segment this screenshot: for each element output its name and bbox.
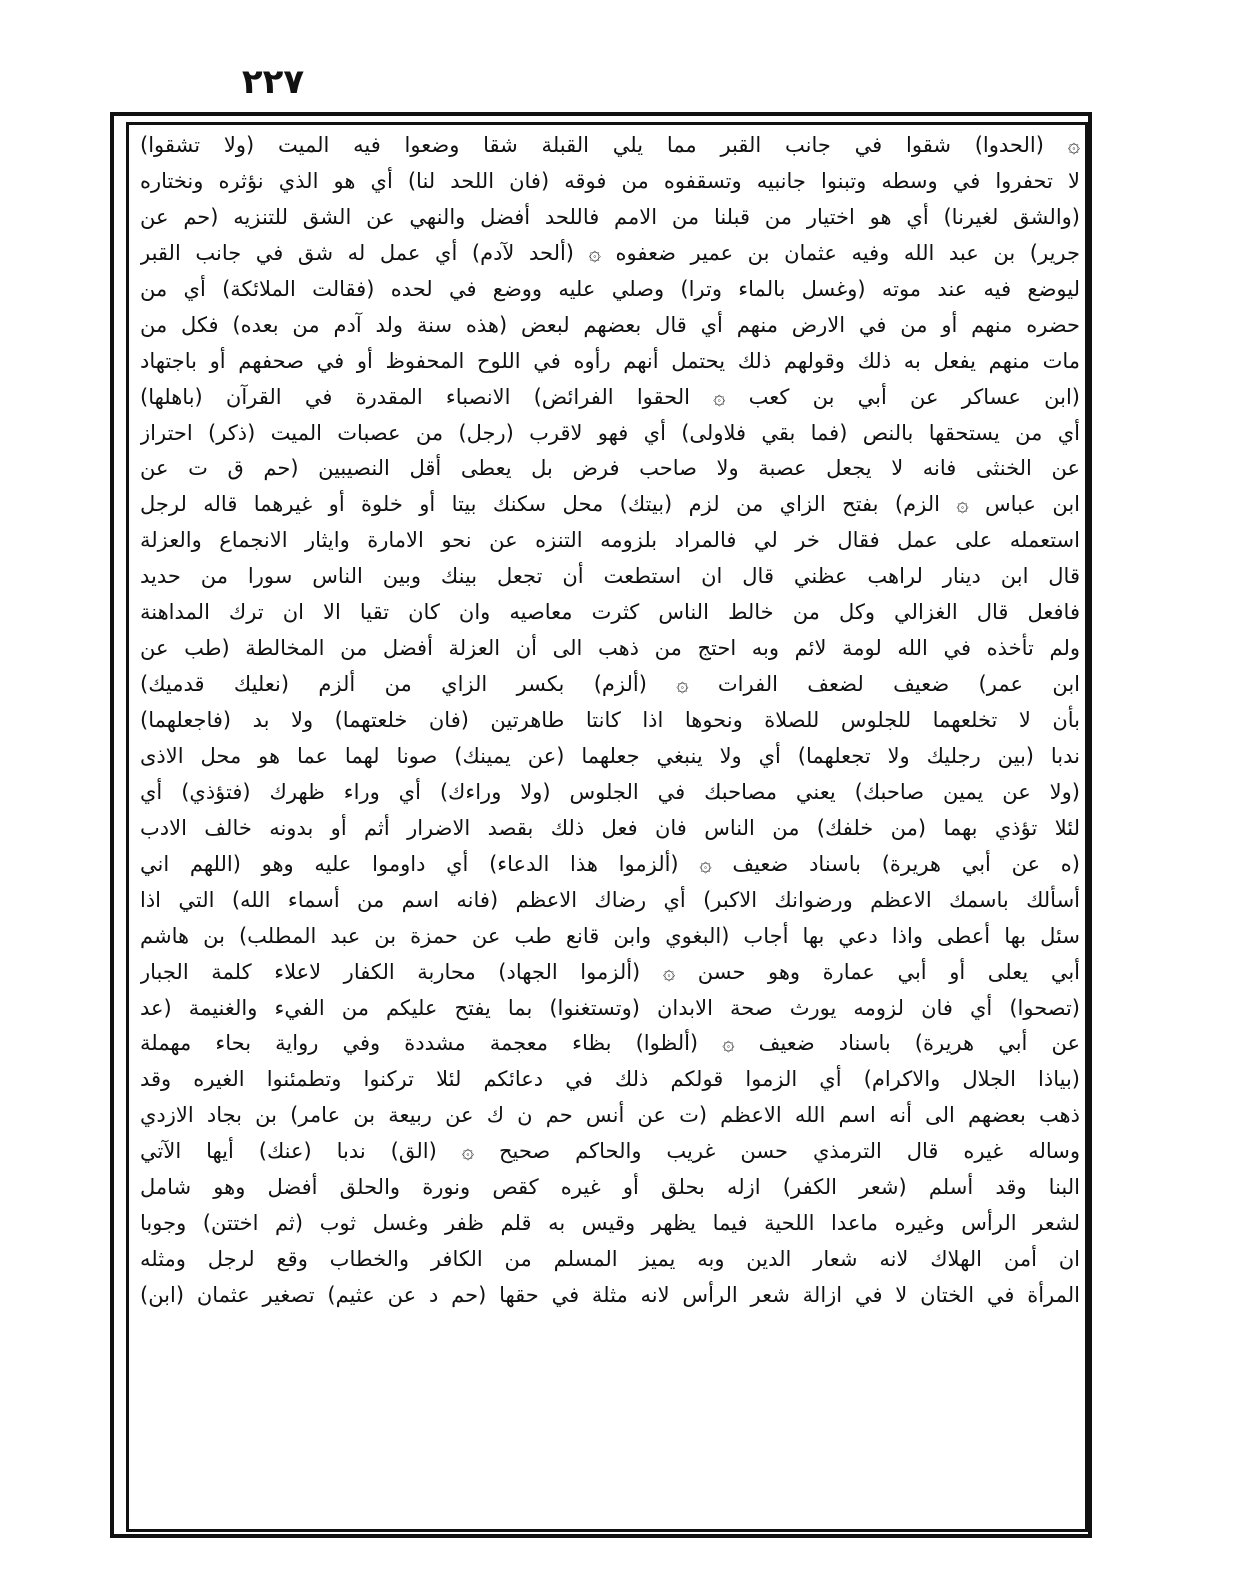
text-line: (ه عن أبي هريرة) باسناد ضعيف ۞ (ألزموا هذا الدعاء) أي داوموا عليه وهو (اللهم اني bbox=[140, 851, 1080, 876]
text-line: عن أبي هريرة) باسناد ضعيف ۞ (ألظوا) بظاء معجمة مشددة وفي رواية بحاء مهملة bbox=[140, 1031, 1080, 1056]
text-line: أي من يستحقها بالنص (فما بقي فلاولى) أي فهو لاقرب (رجل) من عصبات الميت (ذكر) احتراز bbox=[140, 420, 1080, 445]
text-line: (ولا عن يمين صاحبك) يعني مصاحبك في الجلوس (ولا وراءك) أي وراء ظهرك (فتؤذي) أي bbox=[140, 779, 1080, 804]
text-line: ندبا (بين رجليك ولا تجعلهما) أي ولا ينبغي جعلهما (عن يمينك) صونا لهما عما هو محل الاذى bbox=[140, 743, 1080, 768]
text-line: البنا وقد أسلم (شعر الكفر) ازله بحلق أو غيره كقص ونورة والحلق أفضل وهو شامل bbox=[140, 1175, 1080, 1200]
text-line: ليوضع فيه عند موته (وغسل بالماء وترا) وصلي عليه ووضع في لحده (فقالت الملائكة) أي من bbox=[140, 276, 1080, 301]
text-line: أبي يعلى أو أبي عمارة وهو حسن ۞ (ألزموا الجهاد) محاربة الكفار لاعلاء كلمة الجبار bbox=[140, 959, 1080, 984]
text-line: (بياذا الجلال والاكرام) أي الزموا قولكم ذلك في دعائكم لئلا تركنوا وتطمئنوا الغيره وقد bbox=[140, 1067, 1080, 1092]
text-line: قال ابن دينار لراهب عظني قال ان استطعت أن تجعل بينك وبين الناس سورا من حديد bbox=[140, 564, 1080, 589]
text-line: فافعل قال الغزالي وكل من خالط الناس كثرت معاصيه وان كان تقيا الا ان ترك المداهنة bbox=[140, 600, 1080, 625]
text-line: ابن عباس ۞ الزم) بفتح الزاي من لزم (بيتك) محل سكنك بيتا أو خلوة أو غيرهما قاله لرجل bbox=[140, 492, 1080, 517]
text-line: جرير) بن عبد الله وفيه عثمان بن عمير ضعفوه ۞ (ألحد لآدم) أي عمل له شق في جانب القبر bbox=[140, 240, 1080, 265]
text-line: (ابن عساكر عن أبي بن كعب ۞ الحقوا الفرائض) الانصباء المقدرة في القرآن (باهلها) bbox=[140, 384, 1080, 409]
text-line: بأن لا تخلعهما للجلوس للصلاة ونحوها اذا كانتا طاهرتين (فان خلعتهما) ولا بد (فاجعلهما) bbox=[140, 708, 1080, 732]
text-line: ابن عمر) ضعيف لضعف الفرات ۞ (ألزم) بكسر الزاي من ألزم (نعليك قدميك) bbox=[140, 672, 1080, 697]
text-line: لئلا تؤذي بهما (من خلفك) من الناس فان فعل ذلك بقصد الاضرار أثم أو بدونه خالف الادب bbox=[140, 815, 1080, 840]
text-line: لشعر الرأس وغيره ماعدا اللحية فيما يظهر وقيس به قلم ظفر وغسل ثوب (ثم اختتن) وجوبا bbox=[140, 1211, 1080, 1236]
text-line: (تصحوا) أي فان لزومه يورث صحة الابدان (وتستغنوا) بما يفتح عليكم من الفيء والغنيمة (عد bbox=[140, 995, 1080, 1020]
text-line: المرأة في الختان لا في ازالة شعر الرأس لانه مثلة في حقها (حم د عن عثيم) تصغير عثمان (ابن) bbox=[140, 1283, 1080, 1307]
text-line: مات منهم يفعل به ذلك وقولهم ذلك يحتمل أنهم رأوه في اللوح المحفوظ أو في صحفهم أو باجتهاد bbox=[140, 348, 1080, 373]
text-line: ان أمن الهلاك لانه شعار الدين وبه يميز المسلم من الكافر والخطاب وقع لرجل ومثله bbox=[140, 1247, 1080, 1272]
text-line: ۞ (الحدوا) شقوا في جانب القبر مما يلي القبلة شقا وضعوا فيه الميت (ولا تشقوا) bbox=[140, 133, 1080, 157]
text-line: عن الخنثى فانه لا يجعل عصبة ولا صاحب فرض بل يعطى أقل النصيبين (حم ق ت عن bbox=[140, 456, 1080, 481]
text-line: استعمله على عمل فقال خر لي فالمراد بلزومه التنزه عن نحو الامارة وايثار الانجماع والعزلة bbox=[140, 528, 1080, 553]
text-line: (والشق لغيرنا) أي هو اختيار من قبلنا من الامم فاللحد أفضل والنهي عن الشق للتنزيه (حم عن bbox=[140, 204, 1080, 229]
page-number: ٢٢٧ bbox=[241, 62, 305, 102]
text-line: ذهب بعضهم الى أنه اسم الله الاعظم (ت عن أنس حم ن ك عن ربيعة بن عامر) بن بجاد الازدي bbox=[140, 1103, 1080, 1128]
text-line: سئل بها أعطى واذا دعي بها أجاب (البغوي وابن قانع طب عن حمزة بن عبد المطلب) بن هاشم bbox=[140, 923, 1080, 948]
text-line: وساله غيره قال الترمذي حسن غريب والحاكم صحيح ۞ (الق) ندبا (عنك) أيها الآتي bbox=[140, 1139, 1080, 1164]
text-line: لا تحفروا في وسطه وتبنوا جانبيه وتسقفوه من فوقه (فان اللحد لنا) أي هو الذي نؤثره ونختاره bbox=[140, 168, 1080, 193]
text-line: ولم تأخذه في الله لومة لائم وبه احتج من ذهب الى أن العزلة أفضل من المخالطة (طب عن bbox=[140, 636, 1080, 661]
arabic-text-body bbox=[140, 128, 1080, 1528]
text-line: حضره منهم أو من في الارض منهم أي قال بعضهم لبعض (هذه سنة ولد آدم من بعده) فكل من bbox=[140, 312, 1080, 337]
text-line: أسألك باسمك الاعظم ورضوانك الاكبر) أي رضاك الاعظم (فانه اسم من أسماء الله) التي اذا bbox=[140, 887, 1080, 912]
